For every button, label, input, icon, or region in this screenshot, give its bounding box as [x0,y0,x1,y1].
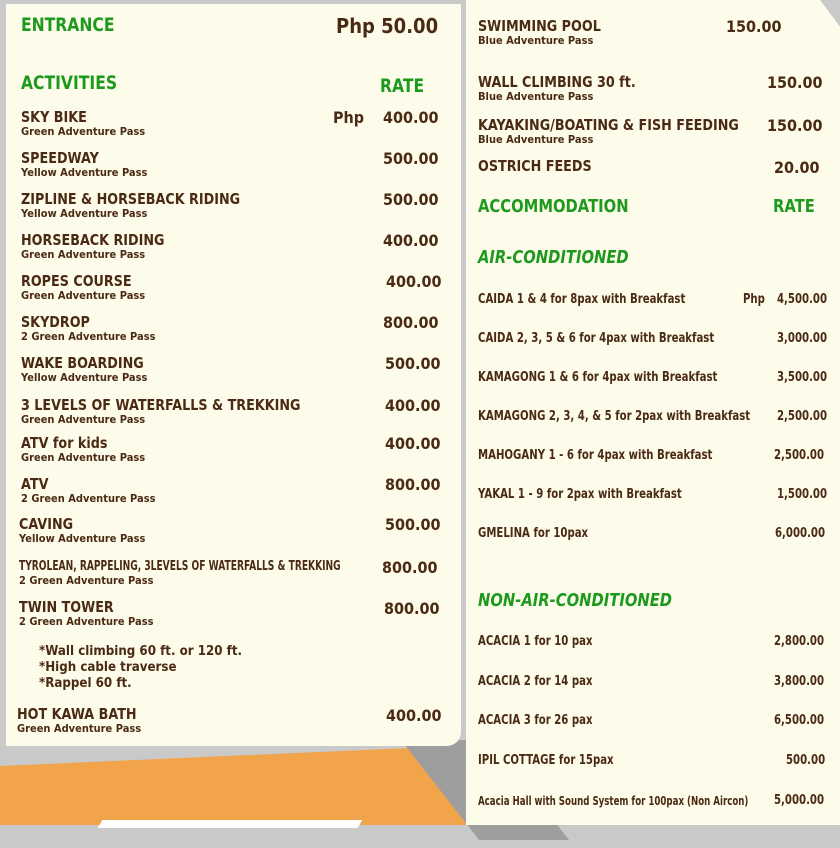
room-price: 6,500.00 [774,713,825,728]
item-pass: Blue Adventure Pass [478,133,594,146]
accommodation-header: ACCOMMODATION [478,196,629,217]
item-name: WAKE BOARDING [21,354,144,372]
item-name: OSTRICH FEEDS [478,157,592,175]
item-pass: Yellow Adventure Pass [19,532,146,545]
item-name: ATV [21,475,49,493]
item-pass: Yellow Adventure Pass [21,166,148,179]
note-line: *High cable traverse [39,659,177,675]
activities-currency: Php [333,108,365,127]
item-name: 3 LEVELS OF WATERFALLS & TREKKING [21,396,301,414]
item-pass: 2 Green Adventure Pass [19,615,154,628]
room-name: CAIDA 1 & 4 for 8pax with Breakfast [478,292,686,307]
item-pass: Yellow Adventure Pass [21,371,148,384]
item-price: 500.00 [383,149,439,168]
accommodation-rate-header: RATE [773,196,815,217]
item-price: 400.00 [383,108,439,127]
entrance-price: Php 50.00 [336,14,439,38]
item-name: SWIMMING POOL [478,17,601,35]
room-name: ACACIA 2 for 14 pax [478,674,593,689]
note-line: *Rappel 60 ft. [39,675,132,691]
item-price: 150.00 [726,17,782,36]
item-price: 800.00 [384,599,440,618]
item-price: 800.00 [383,313,439,332]
white-stripe-decoration [98,820,363,828]
item-name: KAYAKING/BOATING & FISH FEEDING [478,116,739,134]
item-pass: 2 Green Adventure Pass [21,330,156,343]
item-name: HORSEBACK RIDING [21,231,165,249]
room-name: YAKAL 1 - 9 for 2pax with Breakfast [478,487,682,502]
item-price: 20.00 [774,158,820,177]
room-name: ACACIA 1 for 10 pax [478,634,593,649]
room-price: 2,500.00 [777,409,828,424]
room-name: Acacia Hall with Sound System for 100pax (Non Aircon) [478,794,749,808]
item-price: 150.00 [767,73,823,92]
room-name: MAHOGANY 1 - 6 for 4pax with Breakfast [478,448,713,463]
room-price: 3,500.00 [777,370,828,385]
room-price: 3,800.00 [774,674,825,689]
activities-header: ACTIVITIES [21,72,118,94]
item-price: 400.00 [385,396,441,415]
item-name: ROPES COURSE [21,272,132,290]
room-price: 500.00 [786,753,826,768]
item-pass: Green Adventure Pass [17,722,142,735]
item-name: SKYDROP [21,313,90,331]
item-name: SPEEDWAY [21,149,99,167]
item-price: 400.00 [386,272,442,291]
room-name: GMELINA for 10pax [478,526,589,541]
room-price: 5,000.00 [774,793,825,808]
item-name: WALL CLIMBING 30 ft. [478,73,636,91]
item-pass: Green Adventure Pass [21,289,146,302]
item-name: ATV for kids [21,434,108,452]
room-price: 3,000.00 [777,331,828,346]
item-pass: Green Adventure Pass [21,451,146,464]
item-pass: 2 Green Adventure Pass [19,574,154,587]
item-price: 150.00 [767,116,823,135]
room-price: 1,500.00 [777,487,828,502]
room-price: 2,800.00 [774,634,825,649]
item-name: TYROLEAN, RAPPELING, 3LEVELS OF WATERFALLS & TREKKING [19,559,341,574]
item-price: 500.00 [383,190,439,209]
aircon-currency: Php [743,292,765,307]
item-price: 800.00 [382,558,438,577]
item-pass: Green Adventure Pass [21,248,146,261]
item-price: 500.00 [385,354,441,373]
room-price: 6,000.00 [775,526,826,541]
item-pass: 2 Green Adventure Pass [21,492,156,505]
item-name: HOT KAWA BATH [17,705,137,723]
room-price: 2,500.00 [774,448,825,463]
item-pass: Green Adventure Pass [21,413,146,426]
nonaircon-header: NON-AIR-CONDITIONED [478,590,673,611]
note-line: *Wall climbing 60 ft. or 120 ft. [39,643,243,659]
room-name: CAIDA 2, 3, 5 & 6 for 4pax with Breakfast [478,331,715,346]
room-name: IPIL COTTAGE for 15pax [478,753,614,768]
item-name: SKY BIKE [21,108,87,126]
item-price: 500.00 [385,515,441,534]
item-name: ZIPLINE & HORSEBACK RIDING [21,190,241,208]
activities-rate-header: RATE [380,75,425,97]
item-pass: Yellow Adventure Pass [21,207,148,220]
room-name: ACACIA 3 for 26 pax [478,713,593,728]
item-name: CAVING [19,515,74,533]
room-name: KAMAGONG 1 & 6 for 4pax with Breakfast [478,370,718,385]
entrance-label: ENTRANCE [21,14,115,36]
item-pass: Blue Adventure Pass [478,34,594,47]
item-pass: Blue Adventure Pass [478,90,594,103]
item-price: 400.00 [385,434,441,453]
item-name: TWIN TOWER [19,598,114,616]
room-name: KAMAGONG 2, 3, 4, & 5 for 2pax with Breakfast [478,409,751,424]
item-price: 400.00 [386,706,442,725]
item-price: 400.00 [383,231,439,250]
item-price: 800.00 [385,475,441,494]
room-price: 4,500.00 [777,292,828,307]
item-pass: Green Adventure Pass [21,125,146,138]
aircon-header: AIR-CONDITIONED [478,247,629,268]
